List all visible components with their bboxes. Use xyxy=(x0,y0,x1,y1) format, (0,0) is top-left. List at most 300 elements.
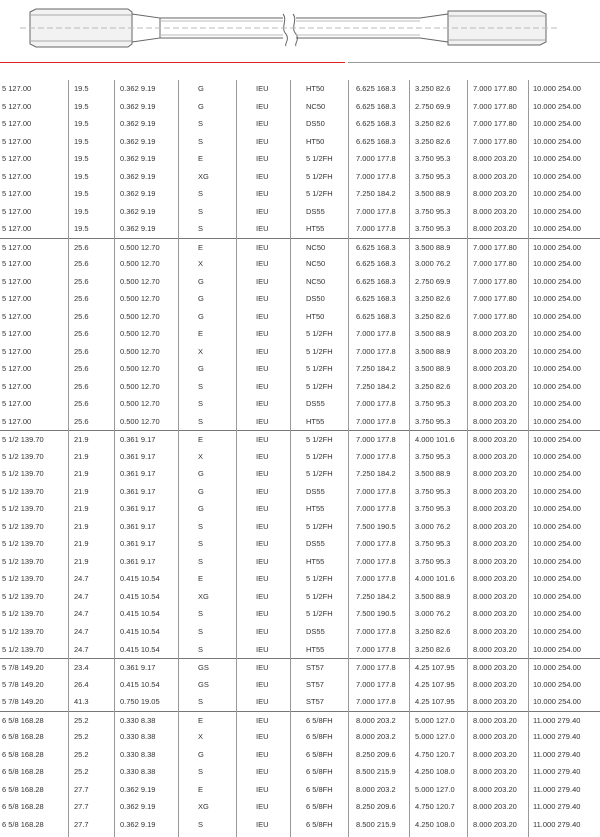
table-cell: 10.000 254.00 xyxy=(533,469,581,479)
table-cell: 0.362 9.19 xyxy=(120,802,156,812)
table-cell: E xyxy=(198,154,204,164)
table-cell: 0.361 9.17 xyxy=(120,521,156,531)
table-cell: 25.2 xyxy=(74,767,89,777)
table-cell: 3.750 95.3 xyxy=(415,399,451,409)
table-cell: IEU xyxy=(256,259,269,269)
column-divider xyxy=(467,80,468,837)
table-row xyxy=(0,500,600,518)
table-cell: 8.000 203.20 xyxy=(473,626,517,636)
table-cell: 8.000 203.20 xyxy=(473,819,517,829)
table-cell: S xyxy=(198,381,204,391)
table-cell: 10.000 254.00 xyxy=(533,591,581,601)
table-row xyxy=(0,763,600,781)
table-cell: 8.000 203.2 xyxy=(356,784,396,794)
table-cell: S xyxy=(198,136,204,146)
table-cell: 0.330 8.38 xyxy=(120,767,156,777)
table-cell: 3.750 95.3 xyxy=(415,416,451,426)
table-cell: IEU xyxy=(256,574,269,584)
table-row xyxy=(0,816,600,834)
table-cell: 0.415 10.54 xyxy=(120,609,160,619)
table-cell: 6 5/8FH xyxy=(306,784,333,794)
table-cell: S xyxy=(198,416,204,426)
table-cell: 6 5/8 168.28 xyxy=(2,749,44,759)
table-row xyxy=(0,605,600,623)
table-cell: 7.000 177.8 xyxy=(356,224,396,234)
table-cell: 10.000 254.00 xyxy=(533,346,581,356)
table-row xyxy=(0,711,600,729)
table-cell: 7.000 177.8 xyxy=(356,504,396,514)
table-cell: 5 1/2 139.70 xyxy=(2,469,44,479)
table-cell: 8.000 203.20 xyxy=(473,435,517,445)
table-cell: 10.000 254.00 xyxy=(533,626,581,636)
table-cell: E xyxy=(198,784,204,794)
table-cell: 0.361 9.17 xyxy=(120,435,156,445)
table-cell: S xyxy=(198,819,204,829)
table-cell: IEU xyxy=(256,469,269,479)
table-cell: 10.000 254.00 xyxy=(533,119,581,129)
table-cell: IEU xyxy=(256,767,269,777)
table-cell: 5 1/2FH xyxy=(306,435,333,445)
table-cell: 10.000 254.00 xyxy=(533,206,581,216)
table-row xyxy=(0,255,600,273)
table-cell: 24.7 xyxy=(74,626,89,636)
table-cell: 3.500 88.9 xyxy=(415,591,451,601)
table-cell: 21.9 xyxy=(74,469,89,479)
table-cell: 2.750 69.9 xyxy=(415,276,451,286)
table-row xyxy=(0,448,600,466)
table-cell: 10.000 254.00 xyxy=(533,521,581,531)
table-cell: IEU xyxy=(256,451,269,461)
table-row xyxy=(0,658,600,676)
table-cell: 8.000 203.20 xyxy=(473,399,517,409)
table-cell: 10.000 254.00 xyxy=(533,574,581,584)
table-cell: S xyxy=(198,521,204,531)
table-cell: 5 7/8 149.20 xyxy=(2,679,44,689)
table-cell: G xyxy=(198,294,204,304)
table-cell: 0.362 9.19 xyxy=(120,224,156,234)
table-cell: X xyxy=(198,451,204,461)
table-cell: IEU xyxy=(256,715,269,725)
table-cell: 8.000 203.20 xyxy=(473,784,517,794)
table-cell: 8.000 203.20 xyxy=(473,486,517,496)
table-cell: 5.000 127.0 xyxy=(415,784,455,794)
table-cell: 0.330 8.38 xyxy=(120,715,156,725)
table-cell: 25.6 xyxy=(74,329,89,339)
table-cell: 21.9 xyxy=(74,435,89,445)
column-divider xyxy=(290,80,291,837)
table-cell: 19.5 xyxy=(74,136,89,146)
table-cell: 5 127.00 xyxy=(2,189,32,199)
table-cell: 5 127.00 xyxy=(2,101,32,111)
table-cell: IEU xyxy=(256,154,269,164)
table-row xyxy=(0,150,600,168)
table-cell: 10.000 254.00 xyxy=(533,644,581,654)
table-cell: NC50 xyxy=(306,242,326,252)
table-cell: 5 1/2FH xyxy=(306,381,333,391)
table-row xyxy=(0,641,600,659)
table-cell: 7.250 184.2 xyxy=(356,364,396,374)
table-cell: IEU xyxy=(256,224,269,234)
table-cell: 21.9 xyxy=(74,556,89,566)
table-cell: 7.000 177.80 xyxy=(473,259,517,269)
table-cell: 8.500 215.9 xyxy=(356,767,396,777)
table-cell: NC50 xyxy=(306,101,326,111)
table-cell: 5 1/2FH xyxy=(306,591,333,601)
table-cell: 5 1/2FH xyxy=(306,364,333,374)
table-cell: 5 127.00 xyxy=(2,171,32,181)
table-cell: 4.25 107.95 xyxy=(415,679,455,689)
table-cell: 8.000 203.2 xyxy=(356,732,396,742)
table-cell: 19.5 xyxy=(74,171,89,181)
table-cell: 25.6 xyxy=(74,364,89,374)
table-cell: 0.362 9.19 xyxy=(120,171,156,181)
table-cell: 0.415 10.54 xyxy=(120,591,160,601)
table-cell: 23.4 xyxy=(74,663,89,673)
table-cell: 8.000 203.20 xyxy=(473,591,517,601)
table-cell: IEU xyxy=(256,189,269,199)
table-cell: G xyxy=(198,364,204,374)
table-cell: 8.500 215.9 xyxy=(356,819,396,829)
table-cell: 3.750 95.3 xyxy=(415,154,451,164)
table-cell: 27.7 xyxy=(74,819,89,829)
table-cell: IEU xyxy=(256,399,269,409)
table-cell: 25.6 xyxy=(74,311,89,321)
table-cell: 5 127.00 xyxy=(2,242,32,252)
table-cell: IEU xyxy=(256,679,269,689)
table-cell: IEU xyxy=(256,556,269,566)
table-cell: 10.000 254.00 xyxy=(533,294,581,304)
table-cell: 8.000 203.20 xyxy=(473,644,517,654)
table-row xyxy=(0,465,600,483)
table-cell: 11.000 279.40 xyxy=(533,767,581,777)
table-cell: IEU xyxy=(256,504,269,514)
table-row xyxy=(0,746,600,764)
table-cell: 6 5/8 168.28 xyxy=(2,715,44,725)
table-cell: 5.000 127.0 xyxy=(415,715,455,725)
drill-pipe-spec-table xyxy=(0,80,600,833)
table-cell: G xyxy=(198,486,204,496)
table-cell: IEU xyxy=(256,697,269,707)
table-cell: 0.362 9.19 xyxy=(120,119,156,129)
table-row xyxy=(0,203,600,221)
table-row xyxy=(0,781,600,799)
table-cell: 0.415 10.54 xyxy=(120,626,160,636)
table-cell: 5 127.00 xyxy=(2,276,32,286)
table-cell: 6 5/8 168.28 xyxy=(2,732,44,742)
table-cell: 5 127.00 xyxy=(2,119,32,129)
table-cell: IEU xyxy=(256,416,269,426)
table-cell: 3.250 82.6 xyxy=(415,311,451,321)
table-cell: S xyxy=(198,539,204,549)
table-cell: 7.000 177.8 xyxy=(356,451,396,461)
table-cell: 8.000 203.20 xyxy=(473,381,517,391)
header-rule-red xyxy=(0,62,345,63)
table-cell: 5 1/2FH xyxy=(306,521,333,531)
table-row xyxy=(0,133,600,151)
table-cell: 7.000 177.8 xyxy=(356,206,396,216)
table-cell: 10.000 254.00 xyxy=(533,311,581,321)
table-cell: IEU xyxy=(256,171,269,181)
table-cell: IEU xyxy=(256,101,269,111)
table-cell: 5 1/2 139.70 xyxy=(2,504,44,514)
table-cell: 8.000 203.20 xyxy=(473,802,517,812)
table-cell: 7.000 177.8 xyxy=(356,329,396,339)
table-cell: S xyxy=(198,697,204,707)
table-cell: 4.25 107.95 xyxy=(415,697,455,707)
table-cell: IEU xyxy=(256,521,269,531)
table-cell: 5 1/2 139.70 xyxy=(2,486,44,496)
table-cell: 8.000 203.20 xyxy=(473,749,517,759)
table-cell: 3.500 88.9 xyxy=(415,189,451,199)
table-cell: 5 127.00 xyxy=(2,154,32,164)
table-cell: 11.000 279.40 xyxy=(533,784,581,794)
table-cell: 7.000 177.80 xyxy=(473,84,517,93)
table-cell: 5 1/2FH xyxy=(306,189,333,199)
table-cell: 7.000 177.80 xyxy=(473,242,517,252)
table-cell: 3.750 95.3 xyxy=(415,504,451,514)
table-cell: 0.361 9.17 xyxy=(120,486,156,496)
table-cell: HT55 xyxy=(306,644,325,654)
table-cell: 3.000 76.2 xyxy=(415,259,451,269)
column-divider xyxy=(409,80,410,837)
table-cell: 10.000 254.00 xyxy=(533,329,581,339)
table-cell: 5 127.00 xyxy=(2,311,32,321)
table-cell: 7.000 177.8 xyxy=(356,416,396,426)
table-row xyxy=(0,728,600,746)
table-cell: 0.330 8.38 xyxy=(120,749,156,759)
table-cell: 11.000 279.40 xyxy=(533,819,581,829)
table-cell: 4.250 108.0 xyxy=(415,767,455,777)
table-cell: 8.000 203.20 xyxy=(473,609,517,619)
table-cell: 25.6 xyxy=(74,346,89,356)
table-cell: DS55 xyxy=(306,206,325,216)
table-cell: G xyxy=(198,504,204,514)
table-cell: 7.250 184.2 xyxy=(356,381,396,391)
table-cell: E xyxy=(198,715,204,725)
table-cell: 25.6 xyxy=(74,242,89,252)
table-cell: 7.000 177.8 xyxy=(356,556,396,566)
column-divider xyxy=(178,80,179,837)
table-cell: 5 1/2FH xyxy=(306,329,333,339)
table-cell: 7.250 184.2 xyxy=(356,469,396,479)
table-cell: 0.362 9.19 xyxy=(120,206,156,216)
table-cell: 6 5/8FH xyxy=(306,715,333,725)
table-cell: 8.000 203.20 xyxy=(473,451,517,461)
table-cell: 8.000 203.20 xyxy=(473,206,517,216)
table-row xyxy=(0,343,600,361)
table-cell: S xyxy=(198,556,204,566)
table-cell: 7.000 177.8 xyxy=(356,574,396,584)
table-cell: 11.000 279.40 xyxy=(533,802,581,812)
table-cell: 8.000 203.20 xyxy=(473,521,517,531)
table-cell: 8.000 203.20 xyxy=(473,767,517,777)
table-cell: IEU xyxy=(256,84,269,93)
table-cell: 10.000 254.00 xyxy=(533,416,581,426)
table-cell: 25.2 xyxy=(74,732,89,742)
table-cell: 6.625 168.3 xyxy=(356,101,396,111)
table-row xyxy=(0,430,600,448)
table-cell: 3.500 88.9 xyxy=(415,346,451,356)
table-cell: 10.000 254.00 xyxy=(533,171,581,181)
table-cell: 5 7/8 149.20 xyxy=(2,697,44,707)
table-cell: 0.362 9.19 xyxy=(120,101,156,111)
table-cell: 3.000 76.2 xyxy=(415,521,451,531)
table-cell: IEU xyxy=(256,364,269,374)
table-cell: S xyxy=(198,767,204,777)
table-row xyxy=(0,693,600,711)
table-cell: 7.000 177.8 xyxy=(356,644,396,654)
table-cell: 6 5/8FH xyxy=(306,732,333,742)
table-cell: 5 127.00 xyxy=(2,206,32,216)
table-cell: 10.000 254.00 xyxy=(533,697,581,707)
table-cell: DS50 xyxy=(306,119,325,129)
table-row xyxy=(0,413,600,431)
table-cell: S xyxy=(198,189,204,199)
table-row xyxy=(0,98,600,116)
table-cell: 11.000 279.40 xyxy=(533,732,581,742)
table-cell: 8.000 203.20 xyxy=(473,329,517,339)
table-cell: 4.000 101.6 xyxy=(415,574,455,584)
table-cell: HT50 xyxy=(306,136,325,146)
table-cell: 5 1/2FH xyxy=(306,154,333,164)
table-cell: 0.500 12.70 xyxy=(120,259,160,269)
table-cell: 25.6 xyxy=(74,294,89,304)
table-cell: 6.625 168.3 xyxy=(356,242,396,252)
table-cell: 24.7 xyxy=(74,609,89,619)
table-cell: 3.750 95.3 xyxy=(415,206,451,216)
table-cell: 8.000 203.20 xyxy=(473,679,517,689)
table-cell: 5 127.00 xyxy=(2,329,32,339)
table-cell: 0.362 9.19 xyxy=(120,819,156,829)
table-cell: 21.9 xyxy=(74,486,89,496)
table-cell: 5 127.00 xyxy=(2,136,32,146)
table-cell: 5 127.00 xyxy=(2,84,32,93)
table-cell: 10.000 254.00 xyxy=(533,539,581,549)
table-row xyxy=(0,308,600,326)
table-row xyxy=(0,588,600,606)
table-cell: 5 1/2FH xyxy=(306,574,333,584)
table-cell: 8.000 203.20 xyxy=(473,171,517,181)
table-row xyxy=(0,676,600,694)
table-cell: 27.7 xyxy=(74,784,89,794)
table-cell: 3.250 82.6 xyxy=(415,119,451,129)
table-cell: 11.000 279.40 xyxy=(533,715,581,725)
table-cell: 0.500 12.70 xyxy=(120,311,160,321)
table-cell: 5 1/2 139.70 xyxy=(2,574,44,584)
table-cell: 7.000 177.80 xyxy=(473,311,517,321)
table-cell: 0.362 9.19 xyxy=(120,189,156,199)
table-row xyxy=(0,273,600,291)
table-row xyxy=(0,798,600,816)
table-cell: 0.362 9.19 xyxy=(120,784,156,794)
table-cell: 25.2 xyxy=(74,749,89,759)
table-cell: IEU xyxy=(256,329,269,339)
table-cell: 10.000 254.00 xyxy=(533,224,581,234)
table-cell: DS55 xyxy=(306,486,325,496)
table-cell: 7.000 177.80 xyxy=(473,276,517,286)
table-cell: 7.000 177.8 xyxy=(356,626,396,636)
table-row xyxy=(0,220,600,238)
table-cell: IEU xyxy=(256,591,269,601)
table-cell: 4.25 107.95 xyxy=(415,663,455,673)
table-cell: XG xyxy=(198,171,209,181)
table-row xyxy=(0,360,600,378)
table-cell: 4.750 120.7 xyxy=(415,802,455,812)
table-cell: ST57 xyxy=(306,697,324,707)
table-cell: 5 1/2 139.70 xyxy=(2,451,44,461)
table-cell: 4.250 108.0 xyxy=(415,819,455,829)
table-cell: 0.500 12.70 xyxy=(120,294,160,304)
table-cell: S xyxy=(198,119,204,129)
table-cell: 5 1/2 139.70 xyxy=(2,539,44,549)
table-cell: 10.000 254.00 xyxy=(533,556,581,566)
table-cell: 4.750 120.7 xyxy=(415,749,455,759)
table-cell: IEU xyxy=(256,802,269,812)
table-cell: 3.250 82.6 xyxy=(415,644,451,654)
table-cell: 5 1/2 139.70 xyxy=(2,521,44,531)
table-cell: HT50 xyxy=(306,84,325,93)
table-cell: 10.000 254.00 xyxy=(533,364,581,374)
table-row xyxy=(0,623,600,641)
table-cell: IEU xyxy=(256,663,269,673)
table-cell: IEU xyxy=(256,381,269,391)
table-cell: G xyxy=(198,84,204,93)
table-cell: 5 1/2 139.70 xyxy=(2,435,44,445)
table-cell: 6 5/8 168.28 xyxy=(2,802,44,812)
table-cell: S xyxy=(198,399,204,409)
table-cell: 0.500 12.70 xyxy=(120,416,160,426)
table-cell: 41.3 xyxy=(74,697,89,707)
table-cell: 5 1/2 139.70 xyxy=(2,591,44,601)
table-cell: 21.9 xyxy=(74,451,89,461)
table-cell: 7.000 177.8 xyxy=(356,399,396,409)
table-cell: 0.500 12.70 xyxy=(120,364,160,374)
table-cell: GS xyxy=(198,663,209,673)
table-cell: 0.330 8.38 xyxy=(120,732,156,742)
table-row xyxy=(0,518,600,536)
table-cell: IEU xyxy=(256,609,269,619)
table-cell: 6.625 168.3 xyxy=(356,294,396,304)
table-cell: IEU xyxy=(256,119,269,129)
table-cell: 19.5 xyxy=(74,206,89,216)
table-cell: 24.7 xyxy=(74,574,89,584)
table-cell: 3.500 88.9 xyxy=(415,469,451,479)
table-cell: 7.000 177.8 xyxy=(356,435,396,445)
table-cell: 25.6 xyxy=(74,399,89,409)
table-cell: 0.362 9.19 xyxy=(120,84,156,93)
table-row xyxy=(0,553,600,571)
table-cell: 3.750 95.3 xyxy=(415,171,451,181)
table-cell: 6 5/8FH xyxy=(306,819,333,829)
table-cell: XG xyxy=(198,591,209,601)
table-cell: S xyxy=(198,626,204,636)
table-cell: 21.9 xyxy=(74,504,89,514)
table-cell: NC50 xyxy=(306,276,326,286)
table-cell: 26.4 xyxy=(74,679,89,689)
table-cell: IEU xyxy=(256,626,269,636)
table-cell: 19.5 xyxy=(74,84,89,93)
table-cell: 0.500 12.70 xyxy=(120,346,160,356)
table-cell: IEU xyxy=(256,732,269,742)
table-cell: HT55 xyxy=(306,416,325,426)
table-cell: DS50 xyxy=(306,294,325,304)
table-cell: 0.500 12.70 xyxy=(120,381,160,391)
table-cell: IEU xyxy=(256,242,269,252)
table-cell: 19.5 xyxy=(74,224,89,234)
table-cell: 21.9 xyxy=(74,521,89,531)
table-cell: DS55 xyxy=(306,399,325,409)
table-cell: 5 7/8 149.20 xyxy=(2,663,44,673)
